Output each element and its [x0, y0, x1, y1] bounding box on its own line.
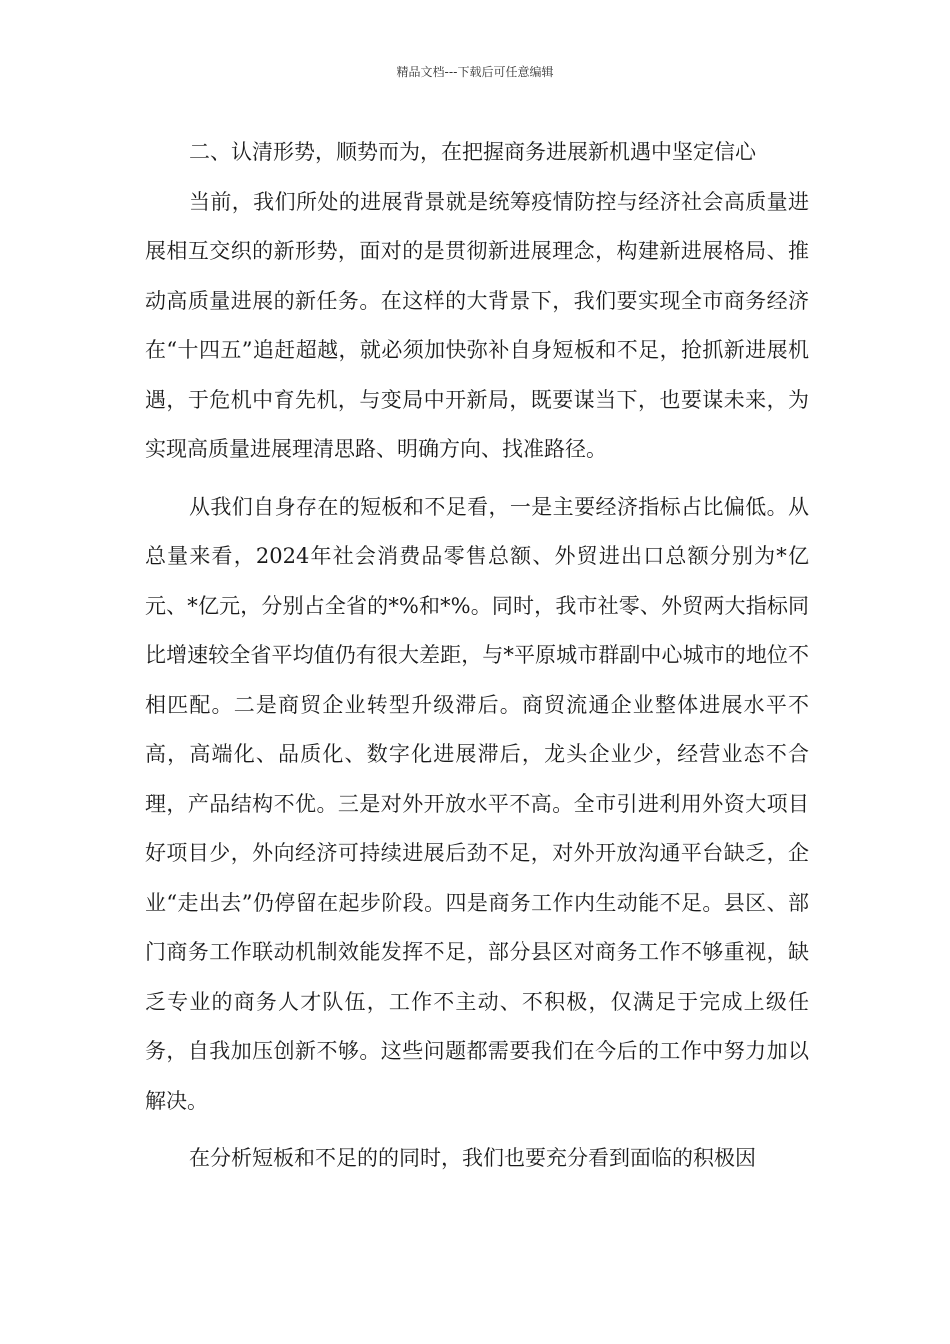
section-heading: 二、认清形势，顺势而为，在把握商务进展新机遇中坚定信心	[189, 140, 756, 164]
paragraph-3: 在分析短板和不足的的同时，我们也要充分看到面临的积极因	[189, 1146, 756, 1170]
document-body	[145, 128, 809, 1184]
page-header: 精品文档---下载后可任意编辑	[396, 65, 554, 79]
paragraph-1: 当前，我们所处的进展背景就是统筹疫情防控与经济社会高质量进展相互交织的新形势，面对的是贯彻新进展理念，构建新进展格局、推动高质量进展的新任务。在这样的大背景下，我们要实现全市商务经济在“十四五”追赶超越，就必须加快弥补自身短板和不足，抢抓新进展机遇，于危机中育先机，与变局中开新局，既要谋当下，也要谋未来，为实现高质量进展理清思路、明确方向、找准路径。	[145, 189, 809, 461]
paragraph-2: 从我们自身存在的短板和不足看，一是主要经济指标占比偏低。从总量来看，2024年社会消费品零售总额、外贸进出口总额分别为*亿元、*亿元，分别占全省的*%和*%。同时，我市社零、外贸两大指标同比增速较全省平均值仍有很大差距，与*平原城市群副中心城市的地位不相匹配。二是商贸企业转型升级滞后。商贸流通企业整体进展水平不高，高端化、品质化、数字化进展滞后，龙头企业少，经营业态不合理，产品结构不优。三是对外开放水平不高。全市引进利用外资大项目好项目少，外向经济可持续进展后劲不足，对外开放沟通平台缺乏，企业“走出去”仍停留在起步阶段。四是商务工作内生动能不足。县区、部门商务工作联动机制效能发挥不足，部分县区对商务工作不够重视，缺乏专业的商务人才队伍，工作不主动、不积极，仅满足于完成上级任务，自我加压创新不够。这些问题都需要我们在今后的工作中努力加以解决。	[145, 494, 809, 1113]
